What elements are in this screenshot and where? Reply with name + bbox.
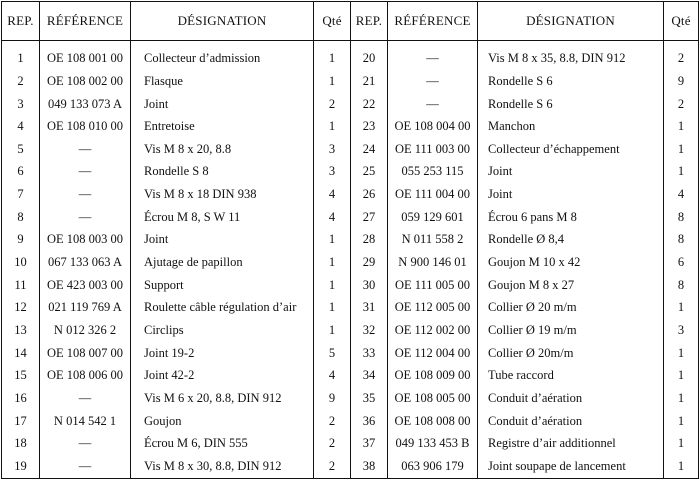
rep-cell: 24: [351, 138, 388, 161]
designation-cell: Collecteur d’admission: [131, 41, 314, 71]
qte-cell: 1: [314, 319, 351, 342]
designation-cell: Joint: [478, 183, 664, 206]
qte-cell: 1: [314, 70, 351, 93]
rep-cell: 13: [14, 323, 27, 338]
qte-cell: 8: [664, 229, 699, 252]
rep-cell: 3: [17, 96, 24, 111]
rep-cell: 4: [17, 119, 24, 134]
header-row: [2, 2, 699, 41]
rep-cell: 2: [17, 73, 24, 88]
rep-cell: 32: [351, 319, 388, 342]
designation-cell: Manchon: [478, 115, 664, 138]
rep-cell: 6: [17, 164, 24, 179]
reference-cell: OE 111 004 00: [388, 183, 478, 206]
reference-cell: OE 423 003 00: [40, 274, 131, 297]
designation-cell: Vis M 8 x 35, 8.8, DIN 912: [478, 41, 664, 71]
designation-cell: Vis M 8 x 30, 8.8, DIN 912: [131, 455, 314, 478]
qte-cell: 1: [314, 41, 351, 71]
reference-cell: 055 253 115: [388, 161, 478, 184]
rep-cell: 21: [351, 70, 388, 93]
designation-cell: Joint 42-2: [131, 365, 314, 388]
reference-cell: N 011 558 2: [388, 229, 478, 252]
table-row: [2, 274, 699, 297]
designation-cell: Collecteur d’échappement: [478, 138, 664, 161]
table-row: [2, 161, 699, 184]
reference-cell: OE 112 002 00: [388, 319, 478, 342]
header-rep: REP.: [351, 2, 388, 41]
rep-cell: 29: [351, 251, 388, 274]
reference-cell: —: [40, 138, 131, 161]
designation-cell: Circlips: [131, 319, 314, 342]
rep-cell: 7: [17, 187, 24, 202]
designation-cell: Joint soupape de lancement: [478, 455, 664, 478]
table-body: [2, 41, 699, 479]
table-row: [2, 410, 699, 433]
rep-cell: 37: [351, 433, 388, 456]
table-row: [2, 229, 699, 252]
rep-cell: 9: [17, 232, 24, 247]
qte-cell: 1: [664, 433, 699, 456]
designation-cell: Roulette câble régulation d’air: [131, 297, 314, 320]
qte-cell: 2: [314, 455, 351, 478]
designation-cell: Rondelle Ø 8,4: [478, 229, 664, 252]
reference-cell: —: [40, 387, 131, 410]
rep-cell: 35: [351, 387, 388, 410]
table-row: [2, 319, 699, 342]
qte-cell: 1: [664, 342, 699, 365]
qte-cell: 6: [664, 251, 699, 274]
designation-cell: Collier Ø 20 m/m: [478, 297, 664, 320]
qte-cell: 2: [664, 41, 699, 71]
reference-cell: 049 133 073 A: [40, 93, 131, 116]
reference-cell: —: [40, 183, 131, 206]
rep-cell: 16: [14, 391, 27, 406]
reference-cell: 067 133 063 A: [40, 251, 131, 274]
qte-cell: 1: [664, 365, 699, 388]
designation-cell: Entretoise: [131, 115, 314, 138]
table-header: [2, 2, 699, 41]
table-row: [2, 342, 699, 365]
table-row: [2, 115, 699, 138]
reference-cell: OE 108 003 00: [40, 229, 131, 252]
reference-cell: N 014 542 1: [40, 410, 131, 433]
table-row: [2, 455, 699, 478]
qte-cell: 1: [664, 138, 699, 161]
qte-cell: 1: [664, 297, 699, 320]
designation-cell: Vis M 6 x 20, 8.8, DIN 912: [131, 387, 314, 410]
reference-cell: —: [40, 161, 131, 184]
header-qte: Qté: [314, 2, 351, 41]
rep-cell: 11: [14, 277, 27, 292]
table-row: [2, 206, 699, 229]
designation-cell: Conduit d’aération: [478, 387, 664, 410]
designation-cell: Vis M 8 x 20, 8.8: [131, 138, 314, 161]
reference-cell: —: [388, 41, 478, 71]
designation-cell: Rondelle S 6: [478, 93, 664, 116]
designation-cell: Goujon M 8 x 27: [478, 274, 664, 297]
reference-cell: OE 108 001 00: [40, 41, 131, 71]
table-row: [2, 93, 699, 116]
rep-cell: 23: [351, 115, 388, 138]
designation-cell: Écrou M 8, S W 11: [131, 206, 314, 229]
rep-cell: 36: [351, 410, 388, 433]
designation-cell: Tube raccord: [478, 365, 664, 388]
designation-cell: Rondelle S 8: [131, 161, 314, 184]
rep-cell: 30: [351, 274, 388, 297]
designation-cell: Écrou M 6, DIN 555: [131, 433, 314, 456]
reference-cell: OE 108 007 00: [40, 342, 131, 365]
qte-cell: 1: [314, 297, 351, 320]
rep-cell: 20: [351, 41, 388, 71]
reference-cell: —: [40, 206, 131, 229]
rep-cell: 12: [14, 300, 27, 315]
qte-cell: 4: [664, 183, 699, 206]
table-row: [2, 138, 699, 161]
rep-cell: 5: [17, 141, 24, 156]
rep-cell: 18: [14, 436, 27, 451]
qte-cell: 3: [314, 161, 351, 184]
reference-cell: OE 108 004 00: [388, 115, 478, 138]
table-row: [2, 183, 699, 206]
header-qte: Qté: [664, 2, 699, 41]
qte-cell: 3: [314, 138, 351, 161]
qte-cell: 2: [314, 433, 351, 456]
rep-cell: 1: [17, 51, 24, 65]
rep-cell: 22: [351, 93, 388, 116]
qte-cell: 9: [314, 387, 351, 410]
rep-cell: 31: [351, 297, 388, 320]
header-rep: REP.: [2, 2, 40, 41]
designation-cell: Registre d’air additionnel: [478, 433, 664, 456]
rep-cell: 27: [351, 206, 388, 229]
qte-cell: 2: [314, 93, 351, 116]
designation-cell: Vis M 8 x 18 DIN 938: [131, 183, 314, 206]
qte-cell: 1: [664, 115, 699, 138]
reference-cell: 059 129 601: [388, 206, 478, 229]
qte-cell: 1: [314, 274, 351, 297]
reference-cell: OE 112 004 00: [388, 342, 478, 365]
rep-cell: 10: [14, 255, 27, 270]
rep-cell: 28: [351, 229, 388, 252]
designation-cell: Collier Ø 19 m/m: [478, 319, 664, 342]
header-reference: RÉFÉRENCE: [40, 2, 131, 41]
rep-cell: 25: [351, 161, 388, 184]
reference-cell: OE 108 009 00: [388, 365, 478, 388]
designation-cell: Joint 19-2: [131, 342, 314, 365]
designation-cell: Joint: [131, 229, 314, 252]
reference-cell: OE 108 006 00: [40, 365, 131, 388]
designation-cell: Goujon: [131, 410, 314, 433]
qte-cell: 1: [664, 455, 699, 478]
designation-cell: Conduit d’aération: [478, 410, 664, 433]
rep-cell: 33: [351, 342, 388, 365]
qte-cell: 4: [314, 183, 351, 206]
table-row: [2, 70, 699, 93]
rep-cell: 15: [14, 368, 27, 383]
reference-cell: 049 133 453 B: [388, 433, 478, 456]
qte-cell: 2: [314, 410, 351, 433]
reference-cell: —: [40, 455, 131, 478]
designation-cell: Flasque: [131, 70, 314, 93]
table-row: [2, 387, 699, 410]
rep-cell: 26: [351, 183, 388, 206]
reference-cell: OE 108 008 00: [388, 410, 478, 433]
rep-cell: 14: [14, 345, 27, 360]
rep-cell: 19: [14, 459, 27, 474]
reference-cell: OE 108 002 00: [40, 70, 131, 93]
reference-cell: OE 111 005 00: [388, 274, 478, 297]
table-row: [2, 251, 699, 274]
designation-cell: Collier Ø 20m/m: [478, 342, 664, 365]
designation-cell: Rondelle S 6: [478, 70, 664, 93]
rep-cell: 34: [351, 365, 388, 388]
reference-cell: OE 108 005 00: [388, 387, 478, 410]
reference-cell: 021 119 769 A: [40, 297, 131, 320]
reference-cell: N 012 326 2: [40, 319, 131, 342]
qte-cell: 5: [314, 342, 351, 365]
table-row: [2, 365, 699, 388]
reference-cell: OE 112 005 00: [388, 297, 478, 320]
table-row: [2, 41, 699, 71]
reference-cell: —: [388, 93, 478, 116]
table-row: [2, 297, 699, 320]
qte-cell: 9: [664, 70, 699, 93]
qte-cell: 8: [664, 206, 699, 229]
reference-cell: N 900 146 01: [388, 251, 478, 274]
qte-cell: 4: [314, 206, 351, 229]
header-designation: DÉSIGNATION: [131, 2, 314, 41]
qte-cell: 3: [664, 319, 699, 342]
rep-cell: 17: [14, 413, 27, 428]
parts-table: [1, 1, 699, 479]
qte-cell: 2: [664, 93, 699, 116]
qte-cell: 4: [314, 365, 351, 388]
rep-cell: 38: [351, 455, 388, 478]
header-reference: RÉFÉRENCE: [388, 2, 478, 41]
rep-cell: 8: [17, 209, 24, 224]
designation-cell: Joint: [131, 93, 314, 116]
qte-cell: 1: [664, 410, 699, 433]
designation-cell: Ajutage de papillon: [131, 251, 314, 274]
qte-cell: 1: [314, 229, 351, 252]
designation-cell: Goujon M 10 x 42: [478, 251, 664, 274]
reference-cell: OE 111 003 00: [388, 138, 478, 161]
qte-cell: 1: [314, 115, 351, 138]
reference-cell: —: [388, 70, 478, 93]
qte-cell: 1: [664, 161, 699, 184]
designation-cell: Écrou 6 pans M 8: [478, 206, 664, 229]
reference-cell: 063 906 179: [388, 455, 478, 478]
qte-cell: 1: [314, 251, 351, 274]
designation-cell: Joint: [478, 161, 664, 184]
header-designation: DÉSIGNATION: [478, 2, 664, 41]
qte-cell: 8: [664, 274, 699, 297]
reference-cell: OE 108 010 00: [40, 115, 131, 138]
qte-cell: 1: [664, 387, 699, 410]
designation-cell: Support: [131, 274, 314, 297]
reference-cell: —: [40, 433, 131, 456]
table-row: [2, 433, 699, 456]
